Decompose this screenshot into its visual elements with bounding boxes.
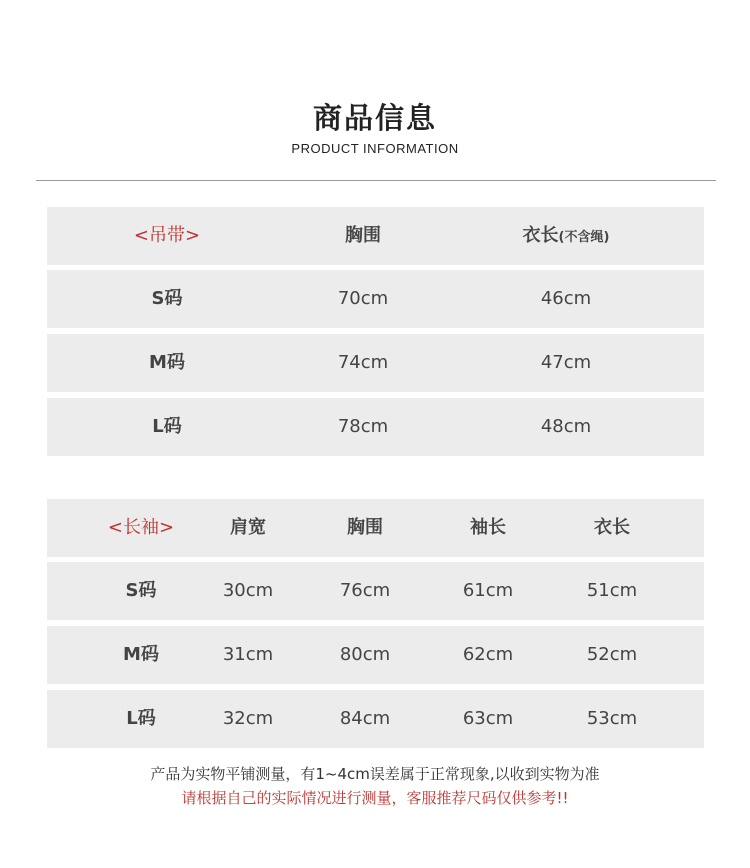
table-cell: 63cm [462, 708, 514, 729]
column-header: 肩宽 [230, 517, 266, 538]
column-header [466, 207, 666, 265]
table-cell: 78cm [337, 416, 389, 437]
table-row [47, 334, 704, 392]
table-cell: 32cm [222, 708, 274, 729]
divider [36, 180, 716, 181]
table-cell: 31cm [222, 644, 274, 665]
table-cell: 76cm [339, 580, 391, 601]
table-cell: 51cm [586, 580, 638, 601]
size-label: L码 [126, 708, 156, 729]
table-cell: 61cm [462, 580, 514, 601]
table-cell: 48cm [540, 416, 592, 437]
size-label: S码 [125, 580, 157, 601]
table-cell: 84cm [339, 708, 391, 729]
size-label: M码 [123, 644, 159, 665]
column-header: 胸围 [345, 225, 381, 246]
table-header-row [47, 499, 704, 557]
page-header [0, 98, 750, 157]
table-cell: 47cm [540, 352, 592, 373]
size-label: S码 [151, 288, 183, 309]
table-row [47, 626, 704, 684]
table-cell: 30cm [222, 580, 274, 601]
page-title: 商品信息 [312, 101, 437, 135]
column-header: 衣长 [594, 517, 630, 538]
table-cell: 80cm [339, 644, 391, 665]
table-cell: 70cm [337, 288, 389, 309]
table-cell: 46cm [540, 288, 592, 309]
size-advice-note: 请根据自己的实际情况进行测量，客服推荐尺码仅供参考!! [181, 789, 569, 807]
table-cell: 53cm [586, 708, 638, 729]
table-cell: 62cm [462, 644, 514, 665]
page-subtitle: PRODUCT INFORMATION [291, 141, 459, 156]
column-header: 袖长 [470, 517, 506, 538]
table-row [47, 562, 704, 620]
table-name: <长袖> [107, 517, 175, 538]
table-row [47, 270, 704, 328]
column-header-label: 衣长 [522, 225, 559, 246]
table-row [47, 690, 704, 748]
table-cell: 74cm [337, 352, 389, 373]
column-header-note: (不含绳) [558, 230, 610, 245]
table-name: <吊带> [133, 225, 201, 246]
size-label: M码 [149, 352, 185, 373]
table-header-row [47, 207, 704, 265]
measurement-note: 产品为实物平铺测量，有1~4cm误差属于正常现象,以收到实物为准 [150, 765, 600, 783]
size-label: L码 [152, 416, 182, 437]
table-cell: 52cm [586, 644, 638, 665]
table-row [47, 398, 704, 456]
column-header: 胸围 [347, 517, 383, 538]
